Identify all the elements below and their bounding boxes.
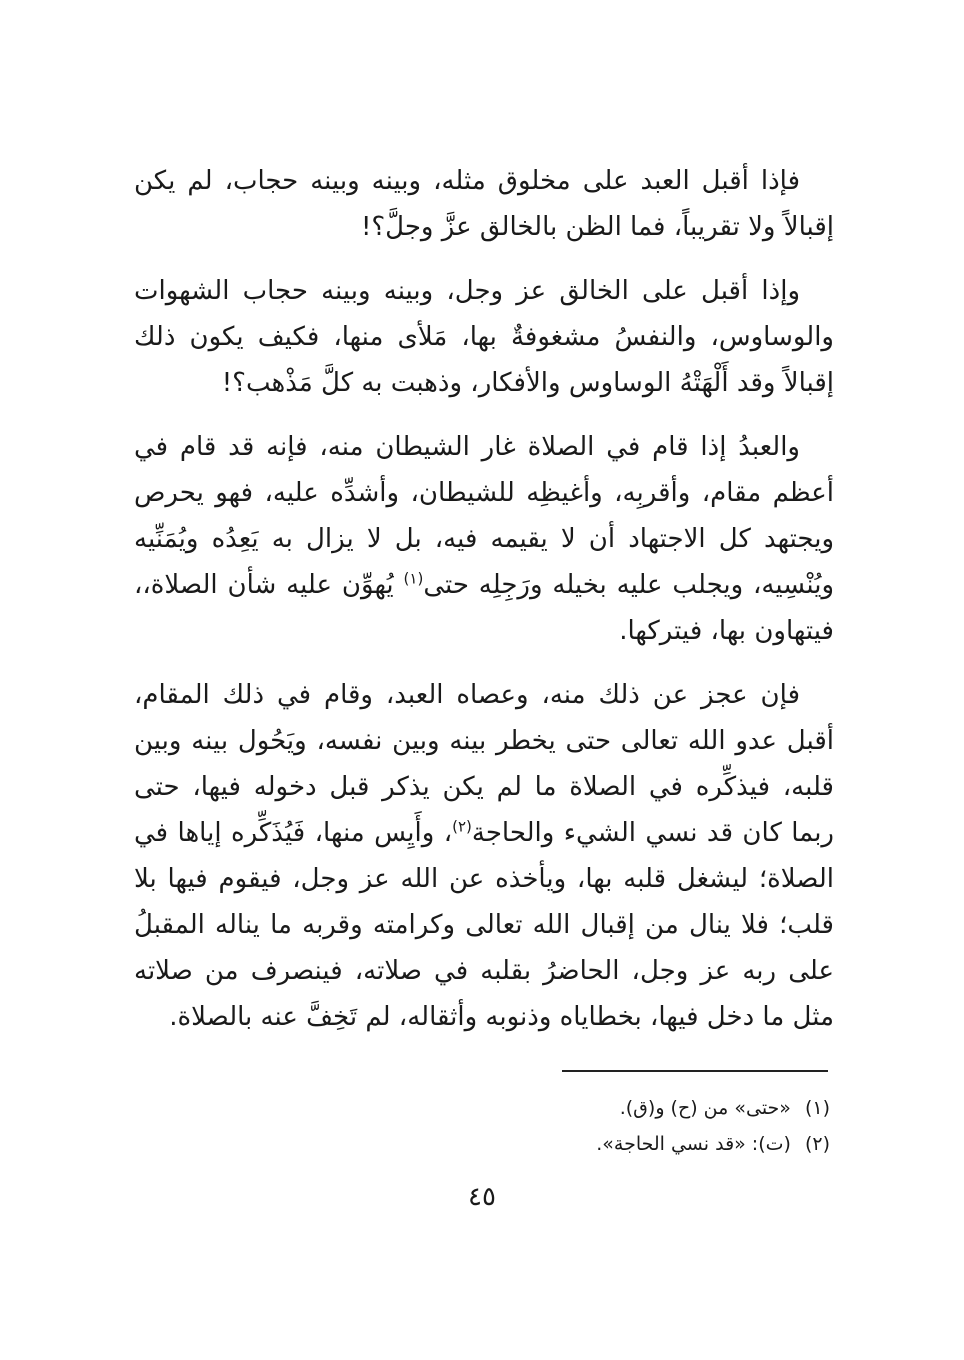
paragraph: فإن عجز عن ذلك منه، وعصاه العبد، وقام في ذلك المقام، أقبل عدو الله تعالى حتى يخطر بينه وبين نفسه، ويَحُول بينه وبين قلبه، فيذكِّره في الصلاة ما لم يكن يذكر قبل دخوله فيها، حتى ربما كان قد نسي الشيء والحاجة$^{(٢)}$، وأَيِس منها، فَيُذَكِّره إياها في الصلاة؛ ليشغل قلبه بها، ويأخذه عن الله عز وجل، فيقوم فيها بلا قلب؛ فلا ينال من إقبال الله تعالى وكرامته وقربه ما يناله المقبلُ على ربه عز وجل، الحاضرُ بقلبه في صلاته، فينصرف من صلاته مثل ما دخل فيها، بخطاياه وذنوبه وأثقاله، لم تَخِفَّ عنه بالصلاة. — [134, 680, 834, 1032]
footnote-text: (ت): «قد نسي الحاجة». — [596, 1133, 791, 1155]
footnote-number: (٢) — [804, 1133, 830, 1155]
paragraph: وإذا أقبل على الخالق عز وجل، وبينه وبينه حجاب الشهوات والوساوس، والنفسُ مشغوفةٌ بها، مَلأى منها، فكيف يكون ذلك إقبالاً وقد أَلْهَتْهُ الوساوس والأفكار، وذهبت به كلَّ مَذْهب؟! — [134, 276, 834, 398]
footnotes — [300, 1090, 830, 1162]
paragraph: والعبدُ إذا قام في الصلاة غار الشيطان منه، فإنه قد قام في أعظم مقام، وأقربِه، وأغيظِه للشيطان، وأشدِّه عليه، فهو يحرص ويجتهد كل الاجتهاد أن لا يقيمه فيه، بل لا يزال به يَعِدُه ويُمَنِّيه ويُنْسِيه، ويجلب عليه بخيله ورَجِلِه حتى$^{(١)}$ يُهوِّن عليه شأن الصلاة،، فيتهاون بها، فيتركها. — [134, 432, 835, 646]
footnote — [300, 1126, 830, 1162]
footnote-number: (١) — [804, 1097, 830, 1119]
footnote-ref: (١) — [403, 569, 424, 588]
footnote-text: «حتى» من (ح) و(ق). — [619, 1097, 791, 1119]
footnote-divider — [562, 1070, 828, 1072]
paragraph: فإذا أقبل العبد على مخلوق مثله، وبينه وبينه حجاب، لم يكن إقبالاً ولا تقريباً، فما الظن بالخالق عزَّ وجلَّ؟! — [134, 166, 834, 242]
page-number: ٤٥ — [468, 1182, 496, 1212]
footnote-ref: (٢) — [452, 817, 472, 836]
body-text — [134, 158, 834, 1058]
footnote — [300, 1090, 830, 1126]
